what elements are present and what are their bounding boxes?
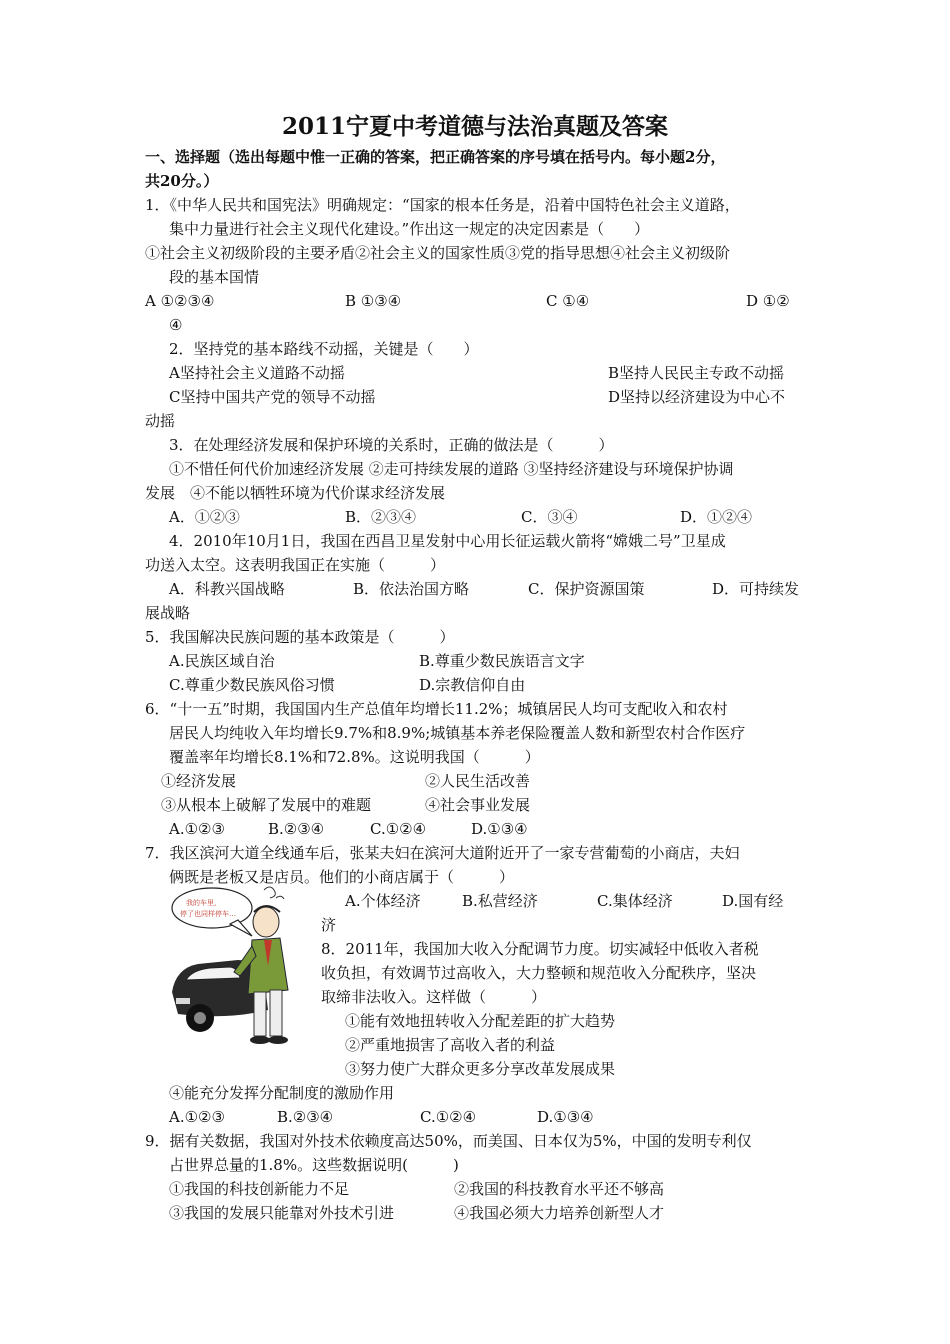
q1-option-d: D ①②: [746, 292, 790, 310]
q9-item-1: ①我国的科技创新能力不足: [169, 1180, 350, 1198]
q2-option-a: A坚持社会主义道路不动摇: [169, 364, 345, 382]
q4-option-d: D．可持续发: [712, 580, 800, 598]
q6-stem-line3: 覆盖率年均增长8.1%和72.8%。这说明我国（ ）: [169, 748, 540, 766]
q4-option-d-cont: 展战略: [145, 604, 191, 622]
q4-stem-line2: 功送入太空。这表明我国正在实施（ ）: [145, 556, 446, 574]
q1-items-line1: ①社会主义初级阶段的主要矛盾②社会主义的国家性质③党的指导思想④社会主义初级阶: [145, 244, 731, 262]
q8-option-a: A.①②③: [169, 1108, 225, 1126]
q5-option-a: A.民族区域自治: [169, 652, 275, 670]
swirl-mark-2: [276, 896, 284, 899]
q7-option-c: C.集体经济: [597, 892, 673, 910]
q3-option-c: C．③④: [521, 508, 578, 526]
q7-option-d: D.国有经: [722, 892, 784, 910]
q8-item-3: ③努力使广大群众更多分享改革发展成果: [345, 1060, 616, 1078]
page-title: 2011宁夏中考道德与法治真题及答案: [281, 113, 668, 140]
car-light: [176, 998, 190, 1004]
section-heading-line1: 一、选择题（选出每题中惟一正确的答案，把正确答案的序号填在括号内。每小题2分，: [145, 148, 726, 166]
q3-items-line2: 发展 ④不能以牺牲环境为代价谋求经济发展: [145, 484, 446, 502]
q7-stem-line1: 7．我区滨河大道全线通车后，张某夫妇在滨河大道附近开了一家专营葡萄的小商店，夫妇: [145, 844, 740, 862]
q8-option-c: C.①②④: [420, 1108, 477, 1126]
swirl-mark: [264, 887, 275, 898]
q2-option-c: C坚持中国共产党的领导不动摇: [169, 388, 376, 406]
q1-option-d-cont: ④: [169, 316, 183, 334]
q4-option-b: B．依法治国方略: [353, 580, 470, 598]
q6-option-c: C.①②④: [370, 820, 427, 838]
q7-option-b: B.私营经济: [462, 892, 538, 910]
q1-option-c: C ①④: [546, 292, 590, 310]
person-head: [253, 907, 279, 937]
q3-option-b: B．②③④: [345, 508, 417, 526]
q2-option-d: D坚持以经济建设为中心不: [608, 388, 786, 406]
q8-option-b: B.②③④: [277, 1108, 334, 1126]
q1-stem-line2: 集中力量进行社会主义现代化建设。”作出这一规定的决定因素是（ ）: [169, 220, 650, 238]
q9-item-4: ④我国必须大力培养创新型人才: [454, 1204, 665, 1222]
q1-option-b: B ①③④: [345, 292, 402, 310]
q6-item-1: ①经济发展: [161, 772, 237, 790]
q6-stem-line1: 6．“十一五”时期，我国国内生产总值年均增长11.2%；城镇居民人均可支配收入和农村: [145, 700, 728, 718]
q8-stem-line3: 取缔非法收入。这样做（ ）: [321, 988, 547, 1006]
car-wheel-hub: [194, 1012, 206, 1024]
q9-stem-line2: 占世界总量的1.8%。这些数据说明( ): [169, 1156, 459, 1174]
q8-stem-line2: 收负担，有效调节过高收入，大力整顿和规范收入分配秩序，坚决: [321, 964, 757, 982]
person-shoe-right: [268, 1036, 288, 1044]
q9-stem-line1: 9．据有关数据，我国对外技术依赖度高达50%，而美国、日本仅为5%，中国的发明专利仅: [145, 1132, 752, 1150]
q1-option-a: A ①②③④: [145, 292, 215, 310]
q5-option-c: C.尊重少数民族风俗习惯: [169, 676, 335, 694]
section-heading-line2: 共20分。）: [145, 172, 219, 190]
q6-option-b: B.②③④: [268, 820, 325, 838]
q8-item-2: ②严重地损害了高收入者的利益: [345, 1036, 556, 1054]
bubble-text-line2: 停了也同样停车…: [180, 910, 236, 918]
q2-option-b: B坚持人民民主专政不动摇: [608, 364, 785, 382]
q4-option-a: A．科教兴国战略: [169, 580, 285, 598]
person-shoe-left: [250, 1036, 270, 1044]
q6-option-d: D.①③④: [471, 820, 528, 838]
q9-item-3: ③我国的发展只能靠对外技术引进: [169, 1204, 395, 1222]
q5-option-b: B.尊重少数民族语言文字: [419, 652, 585, 670]
q6-item-4: ④社会事业发展: [425, 796, 531, 814]
q7-option-d-cont: 济: [321, 916, 337, 934]
q8-item-4: ④能充分发挥分配制度的激励作用: [169, 1084, 395, 1102]
q8-option-d: D.①③④: [537, 1108, 594, 1126]
q7-stem-line2: 俩既是老板又是店员。他们的小商店属于（ ）: [169, 868, 515, 886]
person-leg-right: [270, 990, 282, 1036]
bubble-text-line1: 我的车里，: [186, 899, 221, 907]
q3-items-line1: ①不惜任何代价加速经济发展 ②走可持续发展的道路 ③坚持经济建设与环境保护协调: [169, 460, 734, 478]
person-leg-left: [254, 992, 266, 1036]
q4-option-c: C．保护资源国策: [528, 580, 645, 598]
q3-option-a: A．①②③: [169, 508, 240, 526]
q4-stem-line1: 4．2010年10月1日，我国在西昌卫星发射中心用长征运载火箭将“嫦娥二号”卫星成: [169, 532, 726, 550]
q8-stem-line1: 8．2011年，我国加大收入分配调节力度。切实减轻中低收入者税: [321, 940, 759, 958]
q6-stem-line2: 居民人均纯收入年均增长9.7%和8.9%;城镇基本养老保险覆盖人数和新型农村合作医疗: [169, 724, 746, 742]
q8-item-1: ①能有效地扭转收入分配差距的扩大趋势: [345, 1012, 616, 1030]
q2-stem: 2．坚持党的基本路线不动摇，关键是（ ）: [169, 340, 479, 358]
q6-item-2: ②人民生活改善: [425, 772, 531, 790]
q9-item-2: ②我国的科技教育水平还不够高: [454, 1180, 665, 1198]
q1-stem-line1: 1．《中华人民共和国宪法》明确规定：“国家的根本任务是，沿着中国特色社会主义道路，: [145, 196, 740, 214]
q5-stem: 5．我国解决民族问题的基本政策是（ ）: [145, 628, 455, 646]
q7-option-a: A.个体经济: [345, 892, 421, 910]
q1-items-line2: 段的基本国情: [169, 268, 260, 286]
q6-item-3: ③从根本上破解了发展中的难题: [161, 796, 372, 814]
q5-option-d: D.宗教信仰自由: [419, 676, 526, 694]
cartoon-illustration: [168, 880, 306, 1052]
q6-option-a: A.①②③: [169, 820, 225, 838]
q2-option-d-cont: 动摇: [145, 412, 176, 430]
q3-option-d: D．①②④: [680, 508, 753, 526]
q3-stem: 3．在处理经济发展和保护环境的关系时，正确的做法是（ ）: [169, 436, 614, 454]
